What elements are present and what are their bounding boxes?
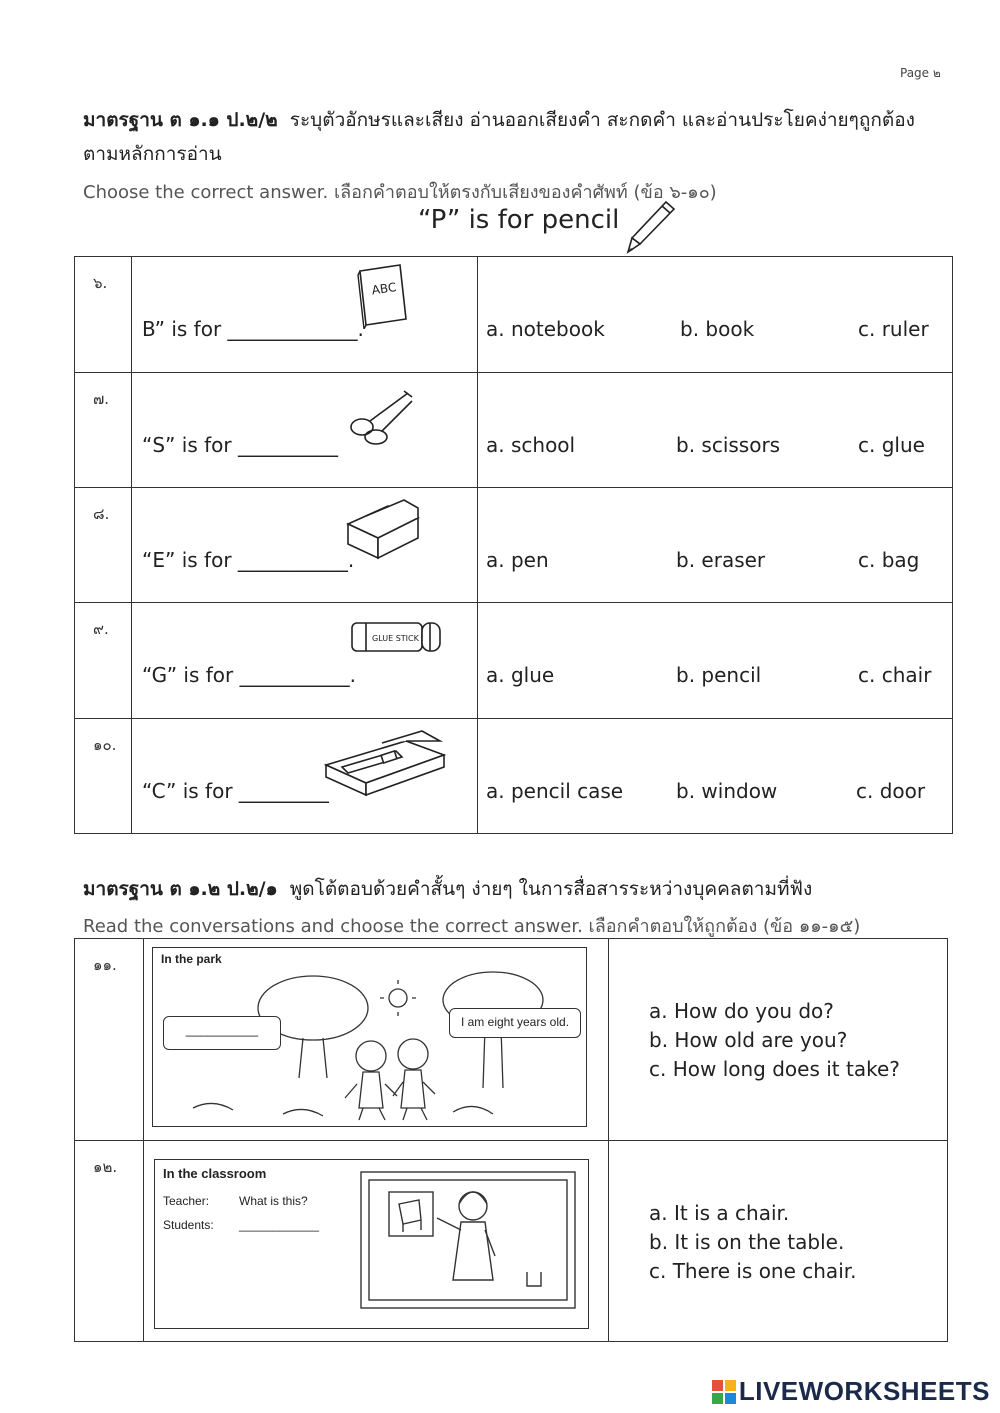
question-row (75, 939, 948, 1141)
pencil-icon (622, 198, 678, 256)
answer-options-cell (609, 1141, 948, 1342)
book-icon (354, 263, 412, 329)
glue-stick-icon (346, 615, 446, 661)
example-title: “P” is for pencil (418, 205, 620, 235)
question-number: ๘. (75, 488, 132, 603)
vocab-table (74, 256, 953, 834)
conversation-cell (144, 939, 609, 1141)
option-c[interactable]: c. glue (858, 433, 925, 457)
question-stem-cell (132, 257, 478, 373)
answer-options-cell (478, 373, 953, 488)
question-stem: B” is for _____________. (142, 317, 364, 341)
option-b[interactable]: b. pencil (676, 663, 762, 687)
question-stem: “E” is for ___________. (142, 548, 355, 572)
blank-speech-bubble[interactable]: __________ (163, 1016, 281, 1050)
eraser-icon (342, 494, 426, 560)
answer-options-cell (478, 719, 953, 834)
instruction-2: Read the conversations and choose the correct answer. เลือกคำตอบให้ถูกต้อง (ข้อ ๑๑-๑๕) (83, 916, 861, 937)
standard-1 (83, 103, 943, 171)
option-list (649, 1199, 857, 1286)
question-number: ๑๐. (75, 719, 132, 834)
option-b[interactable]: b. book (680, 317, 755, 341)
instruction-1: Choose the correct answer. เลือกคำตอบให้ตรงกับเสียงของคำศัพท์ (ข้อ ๖-๑๐) (83, 182, 717, 203)
liveworksheets-logo[interactable] (711, 1376, 990, 1407)
option-c[interactable]: c. bag (858, 548, 920, 572)
question-number: ๑๒. (75, 1141, 144, 1342)
question-row (75, 488, 953, 603)
scene-title: In the classroom (163, 1166, 267, 1181)
standard-2-text: พูดโต้ตอบด้วยคำสั้นๆ ง่ายๆ ในการสื่อสารระหว่างบุคคลตามที่ฟัง (289, 878, 813, 900)
option-a[interactable]: a. How do you do? (649, 999, 834, 1023)
pencil-case-icon (322, 727, 448, 799)
option-c[interactable]: c. door (856, 779, 926, 803)
option-c[interactable]: c. chair (858, 663, 932, 687)
scene-title: In the park (161, 952, 222, 966)
question-stem-cell (132, 603, 478, 719)
option-a[interactable]: a. glue (486, 663, 555, 687)
question-stem-cell (132, 373, 478, 488)
teacher-line: What is this? (239, 1194, 308, 1208)
question-number: ๗. (75, 373, 132, 488)
answer-options-cell (609, 939, 948, 1141)
option-b[interactable]: b. scissors (676, 433, 781, 457)
option-c[interactable]: c. How long does it take? (649, 1057, 900, 1081)
question-row (75, 1141, 948, 1342)
question-stem-cell (132, 719, 478, 834)
speech-bubble: I am eight years old. (449, 1008, 581, 1038)
standard-2 (83, 872, 943, 906)
classroom-illustration (155, 1160, 588, 1328)
option-a[interactable]: a. notebook (486, 317, 605, 341)
option-a[interactable]: a. It is a chair. (649, 1201, 790, 1225)
answer-options-cell (478, 257, 953, 373)
option-a[interactable]: a. school (486, 433, 576, 457)
option-a[interactable]: a. pen (486, 548, 549, 572)
students-answer-blank[interactable]: ____________ (239, 1218, 320, 1232)
question-row (75, 373, 953, 488)
option-c[interactable]: c. There is one chair. (649, 1259, 857, 1283)
scissors-icon (346, 387, 416, 447)
option-b[interactable]: b. How old are you? (649, 1028, 848, 1052)
logo-text: LIVEWORKSHEETS (738, 1376, 990, 1406)
page-number: Page ๒ (900, 66, 941, 80)
park-scene (152, 947, 587, 1127)
svg-text:ABC: ABC (370, 280, 398, 298)
question-number: ๙. (75, 603, 132, 719)
option-b[interactable]: b. window (676, 779, 778, 803)
question-number: ๑๑. (75, 939, 144, 1141)
option-c[interactable]: c. ruler (858, 317, 929, 341)
standard-1-code: มาตรฐาน ต ๑.๑ ป.๒/๒ (83, 109, 278, 131)
question-row (75, 719, 953, 834)
standard-2-code: มาตรฐาน ต ๑.๒ ป.๒/๑ (83, 878, 278, 900)
question-row (75, 257, 953, 373)
conversation-cell (144, 1141, 609, 1342)
conversation-table (74, 938, 948, 1342)
teacher-label: Teacher: (163, 1194, 210, 1208)
question-stem: “G” is for ___________. (142, 663, 356, 687)
logo-grid-icon (711, 1379, 737, 1405)
classroom-scene (154, 1159, 589, 1329)
question-stem: “C” is for _________ (142, 779, 329, 803)
svg-text:GLUE STICK: GLUE STICK (372, 634, 419, 643)
question-stem: “S” is for __________ (142, 433, 338, 457)
option-a[interactable]: a. pencil case (486, 779, 624, 803)
option-b[interactable]: b. eraser (676, 548, 766, 572)
question-row (75, 603, 953, 719)
option-list (649, 997, 900, 1084)
answer-options-cell (478, 603, 953, 719)
answer-options-cell (478, 488, 953, 603)
standard-1-text: ระบุตัวอักษรและเสียง อ่านออกเสียงคำ สะกดคำ และอ่านประโยคง่ายๆถูกต้องตามหลักการอ่าน (83, 109, 915, 165)
question-stem-cell (132, 488, 478, 603)
question-number: ๖. (75, 257, 132, 373)
students-label: Students: (163, 1218, 214, 1232)
option-b[interactable]: b. It is on the table. (649, 1230, 845, 1254)
